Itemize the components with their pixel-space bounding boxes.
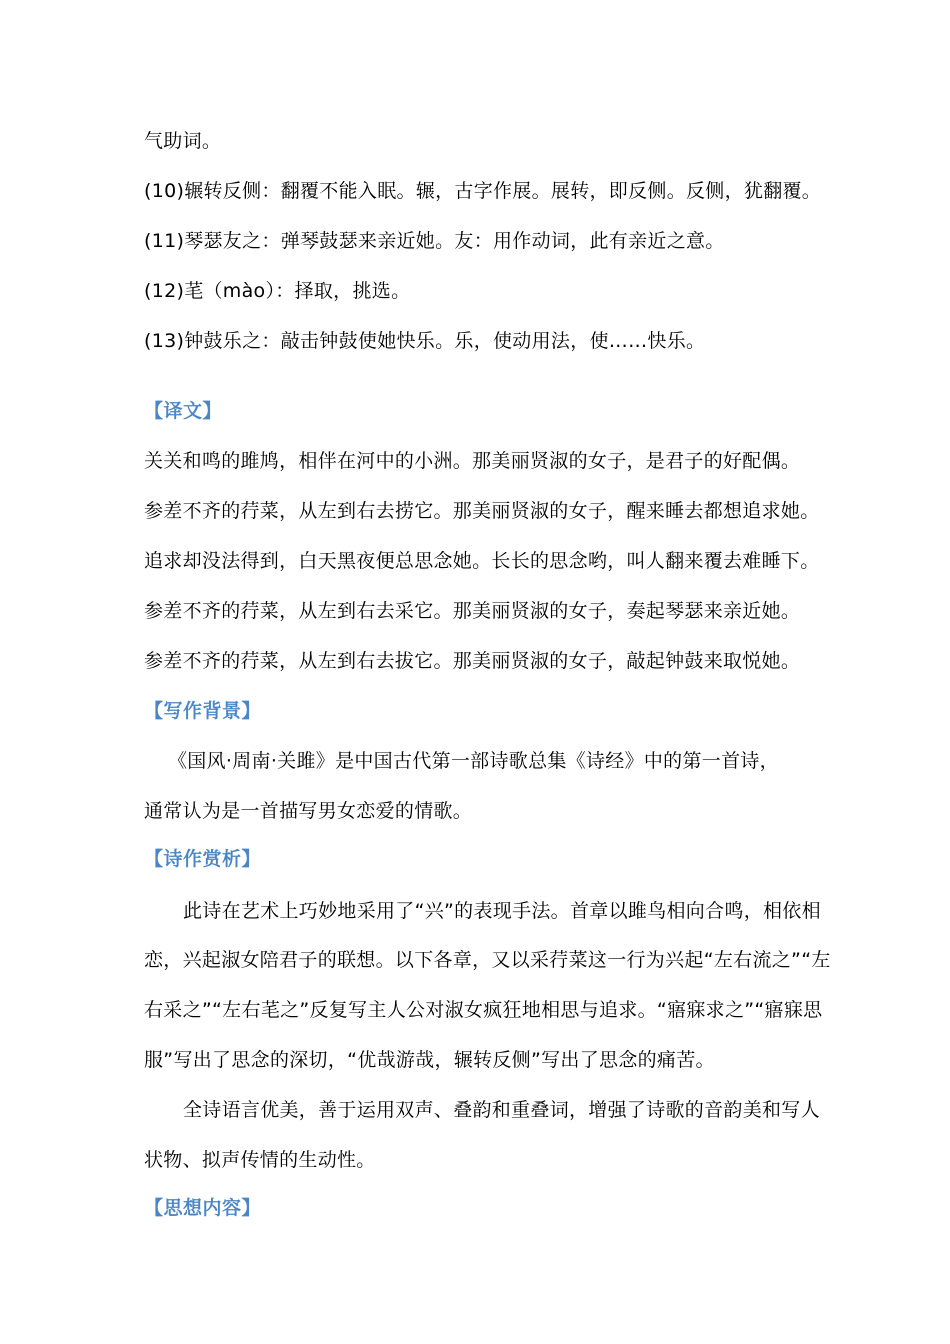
thought-heading: 【思想内容】 — [144, 1197, 262, 1219]
translation-heading: 【译文】 — [144, 400, 223, 422]
translation-line: 追求却没法得到，白天黑夜便总思念她。长长的思念哟，叫人翻来覆去难睡下。 — [144, 550, 820, 572]
appreciation-para1-line: 服”写出了思念的深切，“优哉游哉，辗转反侧”写出了思念的痛苦。 — [144, 1049, 715, 1071]
annotation-10: (10)辗转反侧：翻覆不能入眠。辗，古字作展。展转，即反侧。反侧，犹翻覆。 — [144, 180, 822, 202]
appreciation-para1-line: 恋，兴起淑女陪君子的联想。以下各章，又以采荇菜这一行为兴起“左右流之”“左 — [144, 949, 831, 971]
appreciation-para1-line: 此诗在艺术上巧妙地采用了“兴”的表现手法。首章以雎鸟相向合鸣，相依相 — [183, 900, 821, 922]
translation-line: 参差不齐的荇菜，从左到右去采它。那美丽贤淑的女子，奏起琴瑟来亲近她。 — [144, 600, 801, 622]
annotation-13: (13)钟鼓乐之：敲击钟鼓使她快乐。乐，使动用法，使……快乐。 — [144, 330, 706, 352]
annotation-12: (12)芼（mào）：择取，挑选。 — [144, 280, 411, 302]
translation-line: 参差不齐的荇菜，从左到右去拔它。那美丽贤淑的女子，敲起钟鼓来取悦她。 — [144, 650, 801, 672]
appreciation-para2-line: 全诗语言优美，善于运用双声、叠韵和重叠词，增强了诗歌的音韵美和写人 — [183, 1099, 820, 1121]
appreciation-heading: 【诗作赏析】 — [144, 848, 262, 870]
background-line: 通常认为是一首描写男女恋爱的情歌。 — [144, 800, 473, 822]
appreciation-para1-line: 右采之”“左右芼之”反复写主人公对淑女疯狂地相思与追求。“寤寐求之”“寤寐思 — [144, 999, 823, 1021]
translation-line: 参差不齐的荇菜，从左到右去捞它。那美丽贤淑的女子，醒来睡去都想追求她。 — [144, 500, 820, 522]
annotation-11: (11)琴瑟友之：弹琴鼓瑟来亲近她。友：用作动词，此有亲近之意。 — [144, 230, 725, 252]
background-heading: 【写作背景】 — [144, 700, 262, 722]
background-line: 《国风·周南·关雎》是中国古代第一部诗歌总集《诗经》中的第一首诗， — [168, 750, 779, 772]
translation-line: 关关和鸣的雎鸠，相伴在河中的小洲。那美丽贤淑的女子，是君子的好配偶。 — [144, 450, 801, 472]
appreciation-para2-line: 状物、拟声传情的生动性。 — [144, 1149, 376, 1171]
annotation-continuation: 气助词。 — [144, 130, 222, 152]
